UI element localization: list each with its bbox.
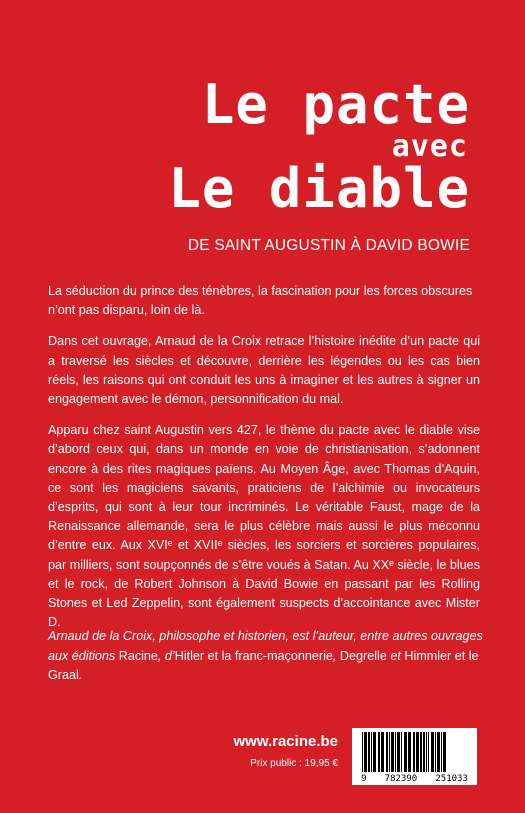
- barcode-bar: [428, 732, 429, 772]
- barcode-bar: [437, 732, 440, 772]
- barcode-bar: [423, 732, 425, 772]
- barcode-bar: [416, 732, 419, 772]
- book-title-hitler: Hitler et la franc-maçonnerie: [174, 648, 333, 663]
- book-title-degrelle: Degrelle: [339, 648, 387, 663]
- barcode-bar: [401, 732, 402, 772]
- author-name: Arnaud de la Croix: [48, 629, 153, 643]
- barcode-bar: [441, 732, 442, 772]
- book-title-himmler: Himmler et le Graal: [48, 648, 479, 683]
- author-note-text-2: , d’: [157, 648, 175, 663]
- barcode-bar: [386, 732, 388, 772]
- barcode-bar: [368, 732, 370, 772]
- book-title: [168, 73, 470, 220]
- barcode-digits: [352, 774, 477, 784]
- publisher-name: Racine: [118, 648, 158, 663]
- barcode-bar: [397, 732, 400, 772]
- barcode-bar: [391, 732, 394, 772]
- barcode-bar: [413, 732, 415, 772]
- title-line-1: Le pacte: [201, 73, 470, 136]
- barcode-bar: [378, 732, 380, 772]
- author-note-text-5: .: [78, 668, 83, 683]
- footer: [0, 728, 525, 788]
- barcode-bar: [371, 732, 372, 772]
- author-note-text-3: ,: [332, 648, 340, 663]
- blurb: [48, 282, 480, 644]
- author-note: [48, 627, 488, 686]
- barcode-bar: [364, 732, 367, 772]
- title-line-3: Le diable: [168, 157, 470, 220]
- barcode-bar: [362, 732, 363, 772]
- barcode-bar: [431, 732, 434, 772]
- barcode-digit-group-1: 782390: [384, 774, 418, 784]
- barcode-bar: [435, 732, 436, 772]
- barcode-bar: [443, 732, 446, 772]
- blurb-paragraph-2: Dans cet ouvrage, Arnaud de la Croix retrace l’histoire inédite d’un pacte qui a traversé les siècles et découvre, derrière les légendes ou les cas bien réels, les raisons qui ont conduit les uns à imaginer et les autres à signer un engagement avec le démon, personnification du mal.: [48, 334, 480, 407]
- barcode-bar: [373, 732, 376, 772]
- blurb-paragraph-3: Apparu chez saint Augustin vers 427, le thème du pacte avec le diable vise d’abord ceux qui, dans un monde en voie de christianisation, s’adonnent encore à des rites magiques païens. Au Moyen Âge, avec Thomas d’Aquin, ce sont les magiciens savants, praticiens de l’alchimie ou invocateurs d’esprits, qui sont à leur tour incriminés. Le véritable Faust, mage de la Renaissance allemande, sera le plus célèbre mais aussi le plus méconnu d’entre eux. Aux XVIᵉ et XVIIᵉ siècles, les sorciers et sorcières populaires, par milliers, sont soupçonnés de s’être voués à Satan. Au XXᵉ siècle, le blues et le rock, de Robert Johnson à David Bowie en passant par les Rolling Stones et Led Zeppelin, sont également suspects d’accointance avec Mister D.: [48, 423, 480, 630]
- isbn-barcode: [352, 728, 477, 785]
- barcode-digit-group-2: 251033: [435, 774, 468, 784]
- price-label: Prix public : 19,95 €: [250, 758, 338, 769]
- author-note-text-4: et: [386, 648, 405, 663]
- barcode-bar: [408, 732, 411, 772]
- barcode-bar: [420, 732, 422, 772]
- title-line-2: avec: [391, 129, 468, 164]
- book-subtitle: DE SAINT AUGUSTIN À DAVID BOWIE: [187, 237, 470, 254]
- author-note-text-1: , philosophe et historien, est l’auteur, entre autres ouvrages aux éditions: [48, 629, 483, 663]
- barcode-bar: [381, 732, 384, 772]
- barcode-bar: [395, 732, 396, 772]
- barcode-digit-prefix: 9: [361, 774, 367, 784]
- barcode-bar: [404, 732, 407, 772]
- barcode-bar: [389, 732, 390, 772]
- blurb-paragraph-1: La séduction du prince des ténèbres, la fascination pour les forces obscures n’ont pas disparu, loin de là.: [48, 284, 473, 318]
- barcode-bar: [426, 732, 427, 772]
- publisher-website[interactable]: www.racine.be: [233, 733, 338, 750]
